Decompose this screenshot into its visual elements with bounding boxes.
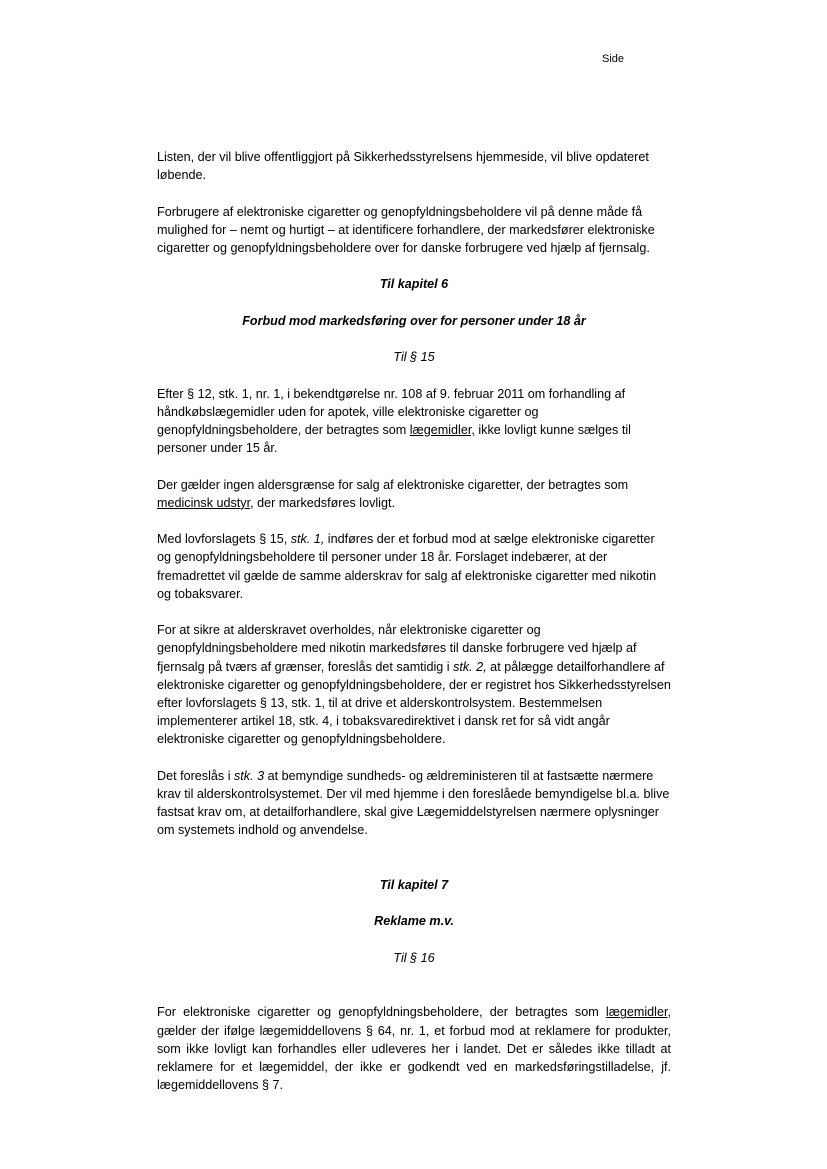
laegemidler-link[interactable]: lægemidler, [409, 422, 475, 437]
paragraph-text: ikke lovligt kunne sælges til personer under 15 år. [157, 422, 631, 456]
paragraph-text: For at sikre at alderskravet overholdes, når elektroniske cigaretter og genopfyldningsbeholdere med nikotin markedsføres til danske forbrugere ved hjælp af fjernsalg på tværs af grænser, foreslås det samtidig i [157, 623, 637, 674]
section-15-heading: Til § 15 [393, 350, 435, 365]
medicinsk-udstyr-link[interactable]: medicinsk udstyr [157, 495, 251, 510]
paragraph: Listen, der vil blive offentliggjort på Sikkerhedsstyrelsens hjemmeside, vil blive opdateret løbende. [157, 150, 649, 183]
paragraph [157, 476, 671, 512]
document-body [157, 148, 671, 1094]
paragraph-text: indføres der et forbud mod at sælge elektroniske cigaretter og genopfyldningsbeholdere til personer under 18 år. Forslaget indebærer, at der fremadrettet vil gælde de samme alderskrav for salg af elektroniske cigaretter med nikotin og tobaksvarer. [157, 532, 657, 601]
page-header-label: Side [602, 53, 625, 65]
paragraph-text: Med lovforslagets § 15, [157, 532, 291, 547]
paragraph-text: at bemyndige sundheds- og ældreministeren til at fastsætte nærmere krav til alderskontrolsystemet. Der vil med hjemme i den foreslåede bemyndigelse bl.a. blive fastsat krav om, at detailforhandlere, skal give Lægemiddelstyrelsen nærmere oplysninger om systemets indhold og anvendelse. [157, 768, 670, 838]
section-16-heading: Til § 16 [393, 950, 435, 965]
laegemidler-link[interactable]: lægemidler [605, 1005, 668, 1020]
paragraph-text: , gælder der ifølge lægemiddellovens § 64, nr. 1, et forbud mod at reklamere for produkter, som ikke lovligt kan forhandles eller udleveres her i landet. Det er således ikke tilladt at reklamere for et lægemiddel, der ikke er godkendt ved en markedsføringstilladelse, jf. lægemiddellovens § 7. [157, 1005, 671, 1093]
paragraph [157, 621, 671, 748]
paragraph: Forbrugere af elektroniske cigaretter og genopfyldningsbeholdere vil på denne måde få mulighed for – nemt og hurtigt – at identificere forhandlere, der markedsfører elektroniske cigaretter og genopfyldningsbeholdere over for danske forbrugere ved hjælp af fjernsalg. [157, 204, 655, 255]
paragraph-text: For elektroniske cigaretter og genopfyldningsbeholdere, der betragtes som [157, 1005, 606, 1020]
chapter-7-heading: Til kapitel 7 [379, 877, 449, 892]
paragraph [157, 767, 671, 840]
paragraph-text: Det foreslås i [157, 768, 234, 783]
paragraph-text: Efter § 12, stk. 1, nr. 1, i bekendtgørelse nr. 108 af 9. februar 2011 om forhandling af håndkøbslægemidler uden for apotek, ville elektroniske cigaretter og genopfyldningsbeholdere, der betragtes som [157, 386, 626, 437]
paragraph-text: , der markedsføres lovligt. [250, 495, 395, 510]
paragraph-emphasis: stk. 2, [453, 659, 487, 674]
paragraph-text: at pålægge detailforhandlere af elektroniske cigaretter og genopfyldningsbeholdere, der er registret hos Sikkerhedsstyrelsen efter lovforslagets § 13, stk. 1, til at drive et alderskontrolsystem. Bestemmelsen implementerer artikel 18, stk. 4, i tobaksvaredirektivet i dansk ret for så vidt angår elektroniske cigaretter og genopfyldningsbeholdere. [157, 659, 671, 747]
chapter-6-heading: Til kapitel 6 [379, 277, 449, 292]
paragraph [157, 385, 671, 458]
paragraph [157, 530, 671, 603]
chapter-6-subheading: Forbud mod markedsføring over for personer under 18 år [242, 313, 586, 328]
paragraph-emphasis: stk. 3 [234, 768, 265, 783]
paragraph [157, 1003, 671, 1094]
chapter-7-subheading: Reklame m.v. [374, 914, 454, 929]
paragraph-emphasis: stk. 1, [290, 532, 325, 547]
paragraph-text: Der gælder ingen aldersgrænse for salg af elektroniske cigaretter, der betragtes som [157, 477, 629, 492]
